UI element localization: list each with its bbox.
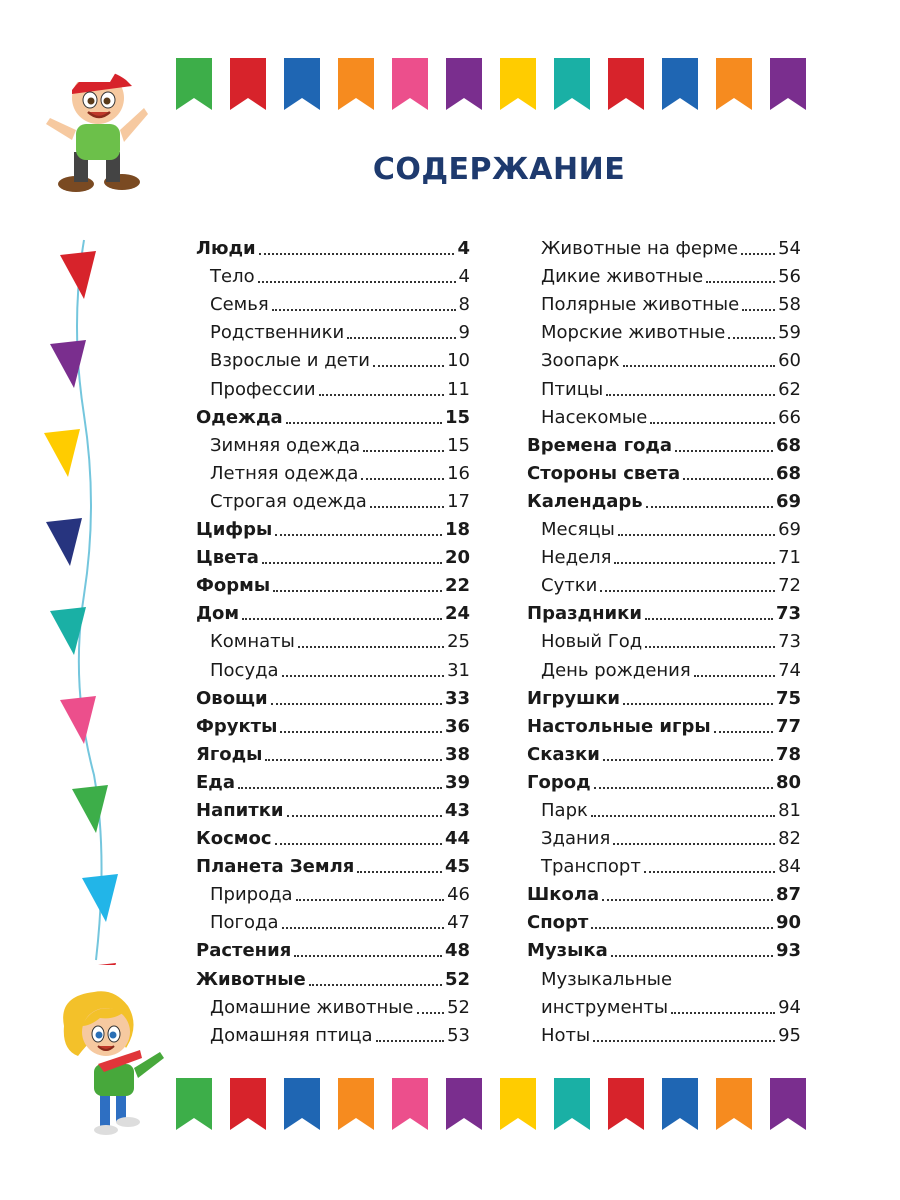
toc-entry[interactable]: [196, 710, 470, 738]
toc-entry[interactable]: [527, 372, 801, 400]
toc-entry[interactable]: [527, 682, 801, 710]
garland-flag: [46, 518, 82, 566]
toc-page-number: 93: [775, 940, 801, 962]
toc-entry[interactable]: [527, 513, 801, 541]
toc-entry-label: Времена года: [527, 434, 673, 456]
toc-page-number: 33: [444, 687, 470, 709]
toc-entry-label: Здания: [541, 828, 611, 850]
toc-page-number: 54: [778, 238, 801, 260]
toc-entry-label: Дикие животные: [541, 266, 704, 288]
toc-leader-dots: [309, 984, 442, 986]
toc-entry-label: Природа: [210, 884, 293, 906]
toc-entry[interactable]: [527, 738, 801, 766]
toc-leader-dots: [606, 394, 775, 396]
bunting-flag: [770, 1078, 806, 1130]
garland-flag: [72, 785, 108, 833]
toc-leader-dots: [714, 731, 773, 733]
toc-page-number: 15: [444, 406, 470, 428]
toc-leader-dots: [271, 703, 442, 705]
bunting-flag: [230, 1078, 266, 1130]
toc-page-number: 62: [778, 378, 801, 400]
toc-entry[interactable]: [527, 991, 801, 1019]
toc-page-number: 66: [778, 406, 801, 428]
toc-page-number: 69: [778, 519, 801, 541]
bunting-flag: [662, 1078, 698, 1130]
toc-entry-label: Цвета: [196, 547, 259, 569]
toc-entry-label: инструменты: [541, 996, 669, 1018]
toc-entry-label: Посуда: [210, 659, 279, 681]
toc-entry[interactable]: [196, 625, 470, 653]
toc-entry[interactable]: [527, 794, 801, 822]
toc-leader-dots: [618, 534, 775, 536]
toc-page-number: 44: [444, 828, 470, 850]
bunting-flag: [176, 1078, 212, 1130]
toc-entry-label: Формы: [196, 575, 271, 597]
toc-entry[interactable]: [527, 401, 801, 429]
toc-leader-dots: [361, 478, 444, 480]
toc-entry[interactable]: [527, 260, 801, 288]
toc-entry-label: Игрушки: [527, 687, 621, 709]
toc-entry[interactable]: [196, 1019, 470, 1047]
toc-leader-dots: [280, 731, 442, 733]
bunting-flag: [554, 58, 590, 110]
toc-page-number: 82: [778, 828, 801, 850]
toc-leader-dots: [294, 955, 442, 957]
toc-entry[interactable]: [196, 991, 470, 1019]
bunting-flag: [608, 58, 644, 110]
toc-leader-dots: [646, 506, 773, 508]
toc-entry[interactable]: [196, 738, 470, 766]
toc-entry-label: Зимняя одежда: [210, 434, 361, 456]
toc-entry[interactable]: [196, 232, 470, 260]
toc-entry-label: Домашние животные: [210, 996, 414, 1018]
toc-entry-label: Парк: [541, 799, 588, 821]
toc-page-number: 52: [447, 996, 470, 1018]
toc-entry-label: Морские животные: [541, 322, 726, 344]
toc-page-number: 73: [778, 631, 801, 653]
toc-entry[interactable]: [196, 372, 470, 400]
toc-entry-label: Одежда: [196, 406, 283, 428]
bunting-flag: [230, 58, 266, 110]
toc-page-number: 46: [447, 884, 470, 906]
toc-entry[interactable]: [527, 850, 801, 878]
toc-leader-dots: [259, 253, 455, 255]
toc-page-number: 53: [447, 1024, 470, 1046]
toc-leader-dots: [671, 1012, 775, 1014]
toc-page-number: 56: [778, 266, 801, 288]
toc-entry-label: Планета Земля: [196, 856, 355, 878]
toc-leader-dots: [296, 899, 445, 901]
toc-entry-label: Комнаты: [210, 631, 295, 653]
toc-entry-label: Профессии: [210, 378, 316, 400]
toc-leader-dots: [286, 422, 442, 424]
bunting-flag: [554, 1078, 590, 1130]
toc-entry[interactable]: [196, 457, 470, 485]
toc-leader-dots: [728, 337, 775, 339]
toc-entry-label: Тело: [210, 266, 255, 288]
toc-entry[interactable]: [527, 906, 801, 934]
toc-page-number: 58: [778, 294, 801, 316]
toc-leader-dots: [282, 927, 445, 929]
toc-page-number: 15: [447, 434, 470, 456]
toc-page-number: 38: [444, 743, 470, 765]
toc-page-number: 68: [775, 434, 801, 456]
toc-leader-dots: [644, 871, 775, 873]
toc-entry-label: Еда: [196, 771, 235, 793]
toc-entry[interactable]: [196, 288, 470, 316]
toc-page-number: 73: [775, 603, 801, 625]
toc-entry-label: Настольные игры: [527, 715, 711, 737]
toc-entry[interactable]: [527, 541, 801, 569]
toc-leader-dots: [591, 815, 775, 817]
toc-entry-label: Домашняя птица: [210, 1024, 373, 1046]
toc-leader-dots: [623, 703, 773, 705]
toc-leader-dots: [287, 815, 442, 817]
toc-leader-dots: [623, 365, 775, 367]
toc-page-number: 31: [447, 659, 470, 681]
toc-leader-dots: [262, 562, 442, 564]
toc-leader-dots: [594, 787, 773, 789]
toc-entry-label: Музыка: [527, 940, 608, 962]
toc-leader-dots: [706, 281, 775, 283]
toc-entry[interactable]: [196, 906, 470, 934]
toc-page-number: 45: [444, 856, 470, 878]
toc-page-number: 60: [778, 350, 801, 372]
toc-leader-dots: [275, 843, 442, 845]
toc-page-number: 94: [778, 996, 801, 1018]
toc-entry-label: Растения: [196, 940, 292, 962]
toc-leader-dots: [376, 1040, 445, 1042]
toc-entry[interactable]: [196, 597, 470, 625]
toc-leader-dots: [238, 787, 442, 789]
toc-entry-label: Семья: [210, 294, 269, 316]
toc-page-number: 48: [444, 940, 470, 962]
toc-entry[interactable]: [527, 822, 801, 850]
toc-right-column: [527, 232, 801, 1047]
page-title: СОДЕРЖАНИЕ: [372, 152, 626, 187]
bottom-bunting: [176, 1078, 866, 1134]
bunting-flag: [500, 1078, 536, 1130]
toc-entry[interactable]: [196, 485, 470, 513]
bunting-flag: [608, 1078, 644, 1130]
toc-entry[interactable]: [196, 653, 470, 681]
toc-leader-dots: [600, 590, 775, 592]
toc-leader-dots: [741, 253, 775, 255]
toc-entry-label: Насекомые: [541, 406, 648, 428]
toc-entry-label: Спорт: [527, 912, 589, 934]
toc-page-number: 72: [778, 575, 801, 597]
toc-entry[interactable]: [527, 934, 801, 962]
toc-entry[interactable]: [527, 344, 801, 372]
toc-page-number: 24: [444, 603, 470, 625]
toc-leader-dots: [593, 1040, 775, 1042]
toc-entry[interactable]: [196, 934, 470, 962]
toc-entry-label: Праздники: [527, 603, 642, 625]
bunting-flag: [500, 58, 536, 110]
toc-entry-label: День рождения: [541, 659, 691, 681]
toc-entry[interactable]: [196, 682, 470, 710]
toc-entry[interactable]: [527, 569, 801, 597]
toc-entry[interactable]: [196, 766, 470, 794]
toc-entry[interactable]: [196, 316, 470, 344]
toc-entry-label: Овощи: [196, 687, 268, 709]
bunting-flag: [284, 1078, 320, 1130]
toc-entry-label: Сказки: [527, 743, 600, 765]
toc-leader-dots: [370, 506, 444, 508]
toc-entry-label: Дом: [196, 603, 240, 625]
toc-page-number: 11: [447, 378, 470, 400]
toc-entry[interactable]: [196, 569, 470, 597]
toc-page-number: 25: [447, 631, 470, 653]
toc-entry-label: Космос: [196, 828, 272, 850]
toc-entry-label: Музыкальные: [541, 968, 673, 990]
toc-entry-label: Животные: [196, 968, 306, 990]
toc-leader-dots: [613, 843, 775, 845]
toc-page-number: 16: [447, 462, 470, 484]
toc-entry[interactable]: [527, 429, 801, 457]
toc-page-number: 47: [447, 912, 470, 934]
bunting-flag: [338, 58, 374, 110]
toc-entry-label: Новый Год: [541, 631, 643, 653]
toc-entry[interactable]: [527, 710, 801, 738]
toc-entry-label: Взрослые и дети: [210, 350, 370, 372]
toc-leader-dots: [675, 450, 773, 452]
bunting-flag: [392, 58, 428, 110]
toc-entry-label: Транспорт: [541, 856, 641, 878]
toc-entry-label: Строгая одежда: [210, 490, 367, 512]
toc-entry-label: Сутки: [541, 575, 598, 597]
toc-entry[interactable]: [527, 288, 801, 316]
toc-page-number: 81: [778, 799, 801, 821]
toc-page-number: 8: [458, 294, 470, 316]
toc-page-number: 18: [444, 519, 470, 541]
toc-entry-label: Цифры: [196, 519, 273, 541]
bunting-flag: [716, 58, 752, 110]
garland-flag: [80, 963, 116, 965]
toc-leader-dots: [319, 394, 444, 396]
toc-leader-dots: [614, 562, 775, 564]
toc-entry-label: Люди: [196, 238, 256, 260]
garland-flag: [44, 429, 80, 477]
toc-entry-label: Месяцы: [541, 519, 615, 541]
toc-entry-label: Фрукты: [196, 715, 278, 737]
bunting-flag: [446, 1078, 482, 1130]
toc-page-number: 69: [775, 490, 801, 512]
bunting-flag: [662, 58, 698, 110]
toc-leader-dots: [742, 309, 775, 311]
bunting-flag: [446, 58, 482, 110]
toc-entry[interactable]: [527, 457, 801, 485]
toc-page-number: 84: [778, 856, 801, 878]
toc-leader-dots: [591, 927, 773, 929]
toc-leader-dots: [258, 281, 456, 283]
top-bunting: [176, 58, 866, 114]
toc-leader-dots: [611, 955, 773, 957]
toc-leader-dots: [298, 646, 444, 648]
toc-entry-label: Напитки: [196, 799, 284, 821]
toc-page-number: 10: [447, 350, 470, 372]
toc-leader-dots: [373, 365, 444, 367]
toc-entry[interactable]: [527, 232, 801, 260]
toc-entry[interactable]: [196, 401, 470, 429]
toc-leader-dots: [273, 590, 442, 592]
toc-entry-label: Неделя: [541, 547, 612, 569]
bunting-flag: [716, 1078, 752, 1130]
toc-entry-label: Школа: [527, 884, 600, 906]
toc-page-number: 43: [444, 799, 470, 821]
toc-entry[interactable]: [527, 597, 801, 625]
bunting-flag: [176, 58, 212, 110]
toc-entry-label: Ноты: [541, 1024, 591, 1046]
toc-page-number: 17: [447, 490, 470, 512]
toc-entry[interactable]: [196, 878, 470, 906]
toc-leader-dots: [242, 618, 442, 620]
toc-leader-dots: [363, 450, 444, 452]
cartoon-girl-icon: [44, 986, 168, 1136]
toc-entry-label: Ягоды: [196, 743, 263, 765]
toc-entry-label: Зоопарк: [541, 350, 620, 372]
toc-entry-label: Город: [527, 771, 591, 793]
toc-page-number: 39: [444, 771, 470, 793]
toc-page-number: 77: [775, 715, 801, 737]
bunting-flag: [770, 58, 806, 110]
toc-entry[interactable]: [527, 1019, 801, 1047]
toc-entry[interactable]: [196, 850, 470, 878]
toc-page-number: 36: [444, 715, 470, 737]
toc-leader-dots: [603, 759, 773, 761]
toc-leader-dots: [417, 1012, 445, 1014]
toc-page-number: 4: [458, 266, 470, 288]
toc-page-number: 87: [775, 884, 801, 906]
toc-leader-dots: [645, 618, 773, 620]
toc-page-number: 74: [778, 659, 801, 681]
toc-leader-dots: [683, 478, 773, 480]
toc-entry[interactable]: [527, 878, 801, 906]
toc-entry-label: Погода: [210, 912, 279, 934]
toc-leader-dots: [357, 871, 442, 873]
toc-leader-dots: [650, 422, 775, 424]
toc-leader-dots: [347, 337, 455, 339]
toc-page-number: 22: [444, 575, 470, 597]
toc-page-number: 20: [444, 547, 470, 569]
toc-page-number: 78: [775, 743, 801, 765]
toc-entry[interactable]: [196, 794, 470, 822]
toc-entry[interactable]: [196, 344, 470, 372]
toc-entry[interactable]: [196, 513, 470, 541]
toc-leader-dots: [275, 534, 442, 536]
toc-entry[interactable]: [196, 429, 470, 457]
toc-leader-dots: [265, 759, 441, 761]
toc-entry-label: Родственники: [210, 322, 345, 344]
toc-page-number: 4: [457, 238, 470, 260]
toc-page-number: 71: [778, 547, 801, 569]
toc-entry-label: Стороны света: [527, 462, 681, 484]
bunting-flag: [284, 58, 320, 110]
toc-entry-label: Птицы: [541, 378, 604, 400]
toc-page-number: 95: [778, 1024, 801, 1046]
toc-page-number: 90: [775, 912, 801, 934]
toc-entry[interactable]: [196, 962, 470, 990]
toc-entry[interactable]: [527, 485, 801, 513]
garland-flag: [60, 696, 96, 744]
toc-entry[interactable]: [527, 316, 801, 344]
toc-entry-label: Календарь: [527, 490, 643, 512]
toc-page-number: 75: [775, 687, 801, 709]
toc-entry-label: Полярные животные: [541, 294, 740, 316]
toc-page-number: 80: [775, 771, 801, 793]
toc-entry[interactable]: [527, 962, 801, 990]
toc-entry-label: Летняя одежда: [210, 462, 359, 484]
toc-page-number: 52: [444, 968, 470, 990]
toc-leader-dots: [645, 646, 775, 648]
toc-leader-dots: [272, 309, 456, 311]
toc-leader-dots: [282, 675, 445, 677]
toc-page-number: 68: [775, 462, 801, 484]
toc-entry[interactable]: [527, 625, 801, 653]
toc-entry-label: Животные на ферме: [541, 238, 739, 260]
toc-entry[interactable]: [196, 541, 470, 569]
bunting-flag: [338, 1078, 374, 1130]
toc-entry[interactable]: [196, 260, 470, 288]
toc-leader-dots: [602, 899, 773, 901]
toc-entry[interactable]: [196, 822, 470, 850]
toc-page-number: 59: [778, 322, 801, 344]
toc-entry[interactable]: [527, 653, 801, 681]
toc-page-number: 9: [458, 322, 470, 344]
toc-entry[interactable]: [527, 766, 801, 794]
toc-leader-dots: [694, 675, 775, 677]
bunting-flag: [392, 1078, 428, 1130]
toc-left-column: [196, 232, 470, 1047]
side-garland: [40, 235, 140, 965]
